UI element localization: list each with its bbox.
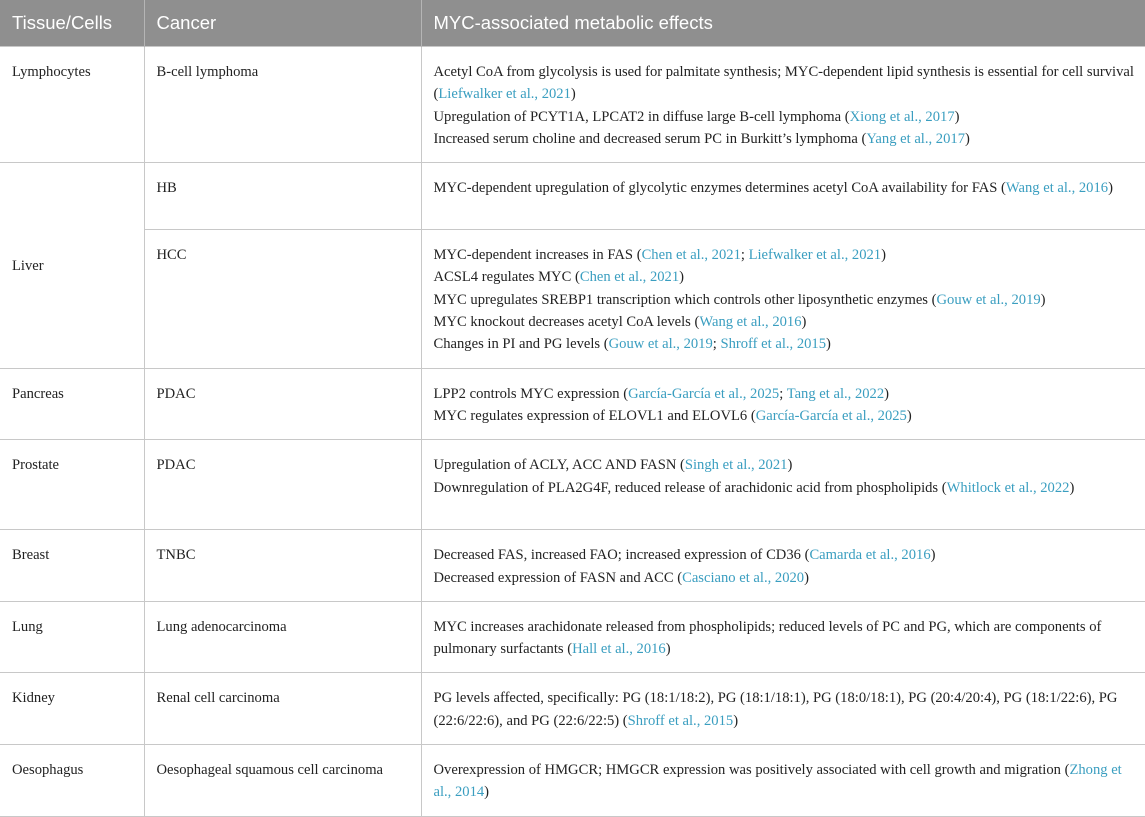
table-row: [0, 601, 1145, 673]
table-row: [0, 47, 1145, 163]
tissue-cell: Oesophagus: [0, 745, 144, 817]
cancer-cell: Lung adenocarcinoma: [144, 601, 421, 673]
table-row: [0, 745, 1145, 817]
citation-link[interactable]: Wang et al., 2016: [1005, 180, 1109, 197]
effect-text: Increased serum choline and decreased serum PC in Burkitt’s lymphoma (: [433, 130, 867, 147]
effect-line: [434, 544, 1136, 566]
effect-line: [434, 311, 1136, 333]
citation-link[interactable]: Gouw et al., 2019: [936, 291, 1041, 308]
effect-text: ): [679, 269, 685, 286]
effects-cell: [421, 368, 1145, 440]
cancer-cell: Renal cell carcinoma: [144, 673, 421, 745]
effect-text: LPP2 controls MYC expression (: [433, 385, 629, 402]
effect-text: ): [930, 547, 936, 564]
effect-line: [434, 244, 1136, 266]
effect-text: Overexpression of HMGCR; HMGCR expression was positively associated with cell growth and migration (: [433, 762, 1070, 779]
effect-text: Changes in PI and PG levels (: [433, 336, 609, 353]
effect-text: Acetyl CoA from glycolysis is used for palmitate synthesis; MYC-dependent lipid synthesis is essential for cell survival (: [433, 64, 1134, 103]
citation-link[interactable]: Whitlock et al., 2022: [946, 479, 1070, 496]
table-row: [0, 673, 1145, 745]
effects-cell: [421, 745, 1145, 817]
cancer-cell: Oesophageal squamous cell carcinoma: [144, 745, 421, 817]
citation-link[interactable]: Shroff et al., 2015: [627, 712, 734, 729]
effect-line: [434, 61, 1136, 106]
table-row: [0, 530, 1145, 602]
effect-text: ): [881, 247, 886, 264]
effect-line: [434, 106, 1136, 128]
effect-text: MYC knockout decreases acetyl CoA levels (: [433, 314, 700, 331]
cancer-cell: TNBC: [144, 530, 421, 602]
effect-line: [434, 177, 1136, 199]
tissue-cell: Lymphocytes: [0, 47, 144, 163]
effect-line: [434, 616, 1136, 661]
effect-text: MYC upregulates SREBP1 transcription which controls other liposynthetic enzymes (: [433, 291, 937, 308]
table-row: [0, 440, 1145, 530]
effect-line: [434, 405, 1136, 427]
effect-text: ): [787, 457, 793, 474]
effect-text: MYC-dependent upregulation of glycolytic enzymes determines acetyl CoA availability for FAS (: [433, 180, 1006, 197]
effect-text: ): [733, 712, 739, 729]
effect-line: [434, 687, 1136, 732]
citation-link[interactable]: Casciano et al., 2020: [682, 569, 805, 586]
effect-text: ): [826, 336, 831, 353]
tissue-cell: Breast: [0, 530, 144, 602]
tissue-cell: Lung: [0, 601, 144, 673]
citation-link[interactable]: Zhong et al., 2014: [433, 762, 1122, 801]
citation-link[interactable]: Xiong et al., 2017: [849, 108, 955, 125]
effect-text: Upregulation of ACLY, ACC AND FASN (: [433, 457, 685, 474]
table-row: [0, 230, 1145, 368]
effect-text: ): [665, 641, 671, 658]
effect-text: ): [570, 86, 576, 103]
effect-line: [434, 266, 1136, 288]
effect-text: ): [484, 784, 490, 801]
table-body: [0, 47, 1145, 817]
effect-text: ): [1108, 180, 1113, 197]
effect-text: Decreased expression of FASN and ACC (: [433, 569, 683, 586]
tissue-cell: Liver: [0, 163, 144, 368]
header-cancer: Cancer: [144, 0, 421, 47]
citation-link[interactable]: Chen et al., 2021: [579, 269, 680, 286]
effect-line: [434, 759, 1136, 804]
citation-link[interactable]: Singh et al., 2021: [684, 457, 788, 474]
citation-link[interactable]: Tang et al., 2022: [786, 385, 885, 402]
effects-cell: [421, 530, 1145, 602]
effects-cell: [421, 47, 1145, 163]
effects-cell: [421, 163, 1145, 230]
effect-text: PG levels affected, specifically: PG (18:1/18:2), PG (18:1/18:1), PG (18:0/18:1), PG (20:4/20:4), PG (18:1/22:6), PG (22:6/22:6), and PG (22:6/22:5) (: [433, 690, 1118, 729]
effect-text: Downregulation of PLA2G4F, reduced release of arachidonic acid from phospholipids (: [433, 479, 947, 496]
cancer-cell: HB: [144, 163, 421, 230]
citation-link[interactable]: Hall et al., 2016: [572, 641, 666, 658]
citation-link[interactable]: Shroff et al., 2015: [720, 336, 827, 353]
citation-link[interactable]: Wang et al., 2016: [699, 314, 802, 331]
effects-cell: [421, 440, 1145, 530]
effect-text: ): [906, 407, 912, 424]
tissue-cell: Prostate: [0, 440, 144, 530]
tissue-cell: Kidney: [0, 673, 144, 745]
cancer-cell: PDAC: [144, 440, 421, 530]
effect-line: [434, 128, 1136, 150]
effect-text: ): [801, 314, 807, 331]
effect-text: ACSL4 regulates MYC (: [433, 269, 580, 286]
effects-cell: [421, 673, 1145, 745]
effect-line: [434, 333, 1136, 355]
header-row: [0, 0, 1145, 47]
cancer-cell: PDAC: [144, 368, 421, 440]
effect-text: Decreased FAS, increased FAO; increased expression of CD36 (: [433, 547, 810, 564]
effect-line: [434, 383, 1136, 405]
table-row: [0, 368, 1145, 440]
header-tissue: Tissue/Cells: [0, 0, 144, 47]
citation-link[interactable]: Camarda et al., 2016: [809, 547, 931, 564]
cancer-cell: B-cell lymphoma: [144, 47, 421, 163]
effect-line: [434, 454, 1136, 476]
effect-text: MYC increases arachidonate released from phospholipids; reduced levels of PC and PG, which are components of pulmonary surfactants (: [433, 618, 1102, 658]
effect-line: [434, 289, 1136, 311]
citation-link[interactable]: Gouw et al., 2019: [608, 336, 713, 353]
citation-link[interactable]: García-García et al., 2025: [628, 385, 780, 402]
effect-text: MYC-dependent increases in FAS (: [433, 247, 642, 264]
citation-link[interactable]: Liefwalker et al., 2021: [748, 247, 882, 264]
citation-link[interactable]: García-García et al., 2025: [755, 407, 907, 424]
effect-text: MYC regulates expression of ELOVL1 and ELOVL6 (: [433, 407, 756, 424]
effect-text: Upregulation of PCYT1A, LPCAT2 in diffuse large B-cell lymphoma (: [433, 108, 850, 125]
cancer-cell: HCC: [144, 230, 421, 368]
effect-text: ): [1069, 479, 1075, 496]
effect-line: [434, 477, 1136, 499]
effect-text: ): [884, 385, 890, 402]
effects-cell: [421, 601, 1145, 673]
effect-text: ;: [740, 247, 749, 264]
citation-link[interactable]: Liefwalker et al., 2021: [438, 86, 571, 103]
table-row: [0, 163, 1145, 230]
citation-link[interactable]: Chen et al., 2021: [641, 247, 741, 264]
header-effects: MYC-associated metabolic effects: [421, 0, 1145, 47]
effect-text: ): [954, 108, 960, 125]
effect-text: ;: [779, 385, 787, 402]
tissue-cell: Pancreas: [0, 368, 144, 440]
effect-line: [434, 567, 1136, 589]
effect-text: ): [1040, 291, 1046, 308]
effect-text: ): [965, 130, 970, 147]
effect-text: ): [804, 569, 809, 586]
citation-link[interactable]: Yang et al., 2017: [866, 130, 965, 147]
effect-text: ;: [712, 336, 721, 353]
effects-cell: [421, 230, 1145, 368]
